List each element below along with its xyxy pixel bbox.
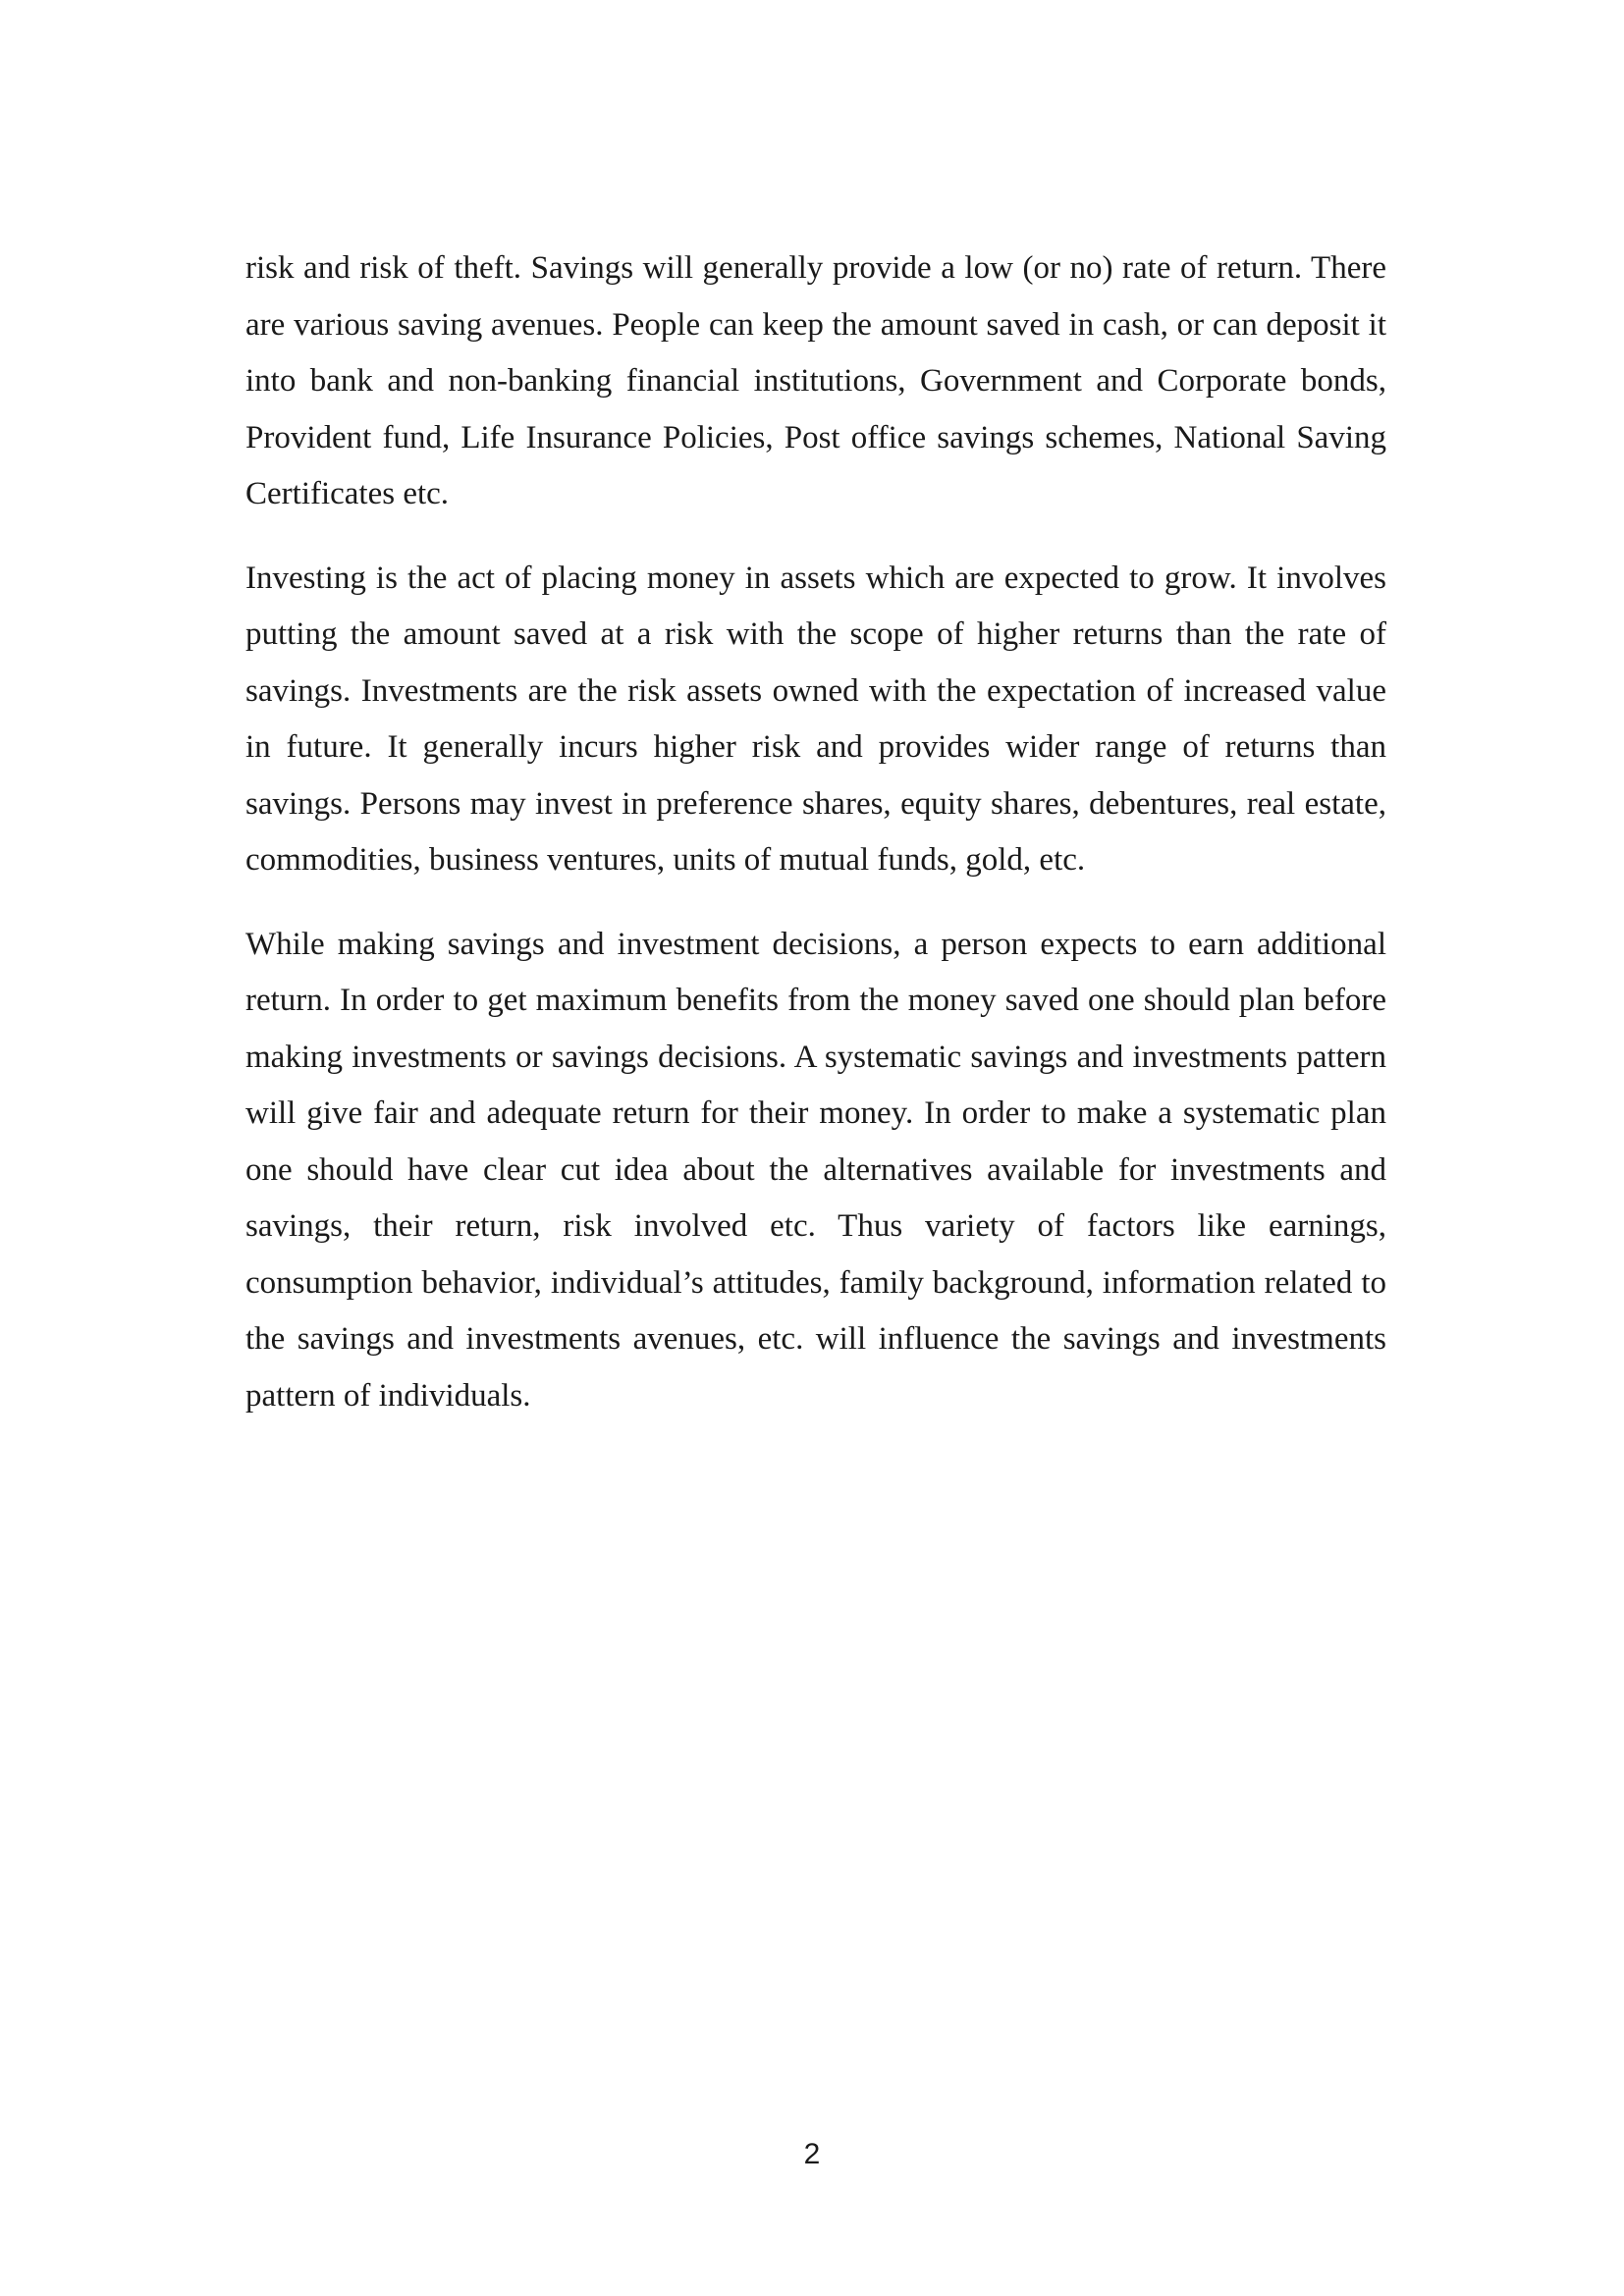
paragraph-investing-definition: Investing is the act of placing money in assets which are expected to grow. It involves putting the amount saved at a risk with the scope of higher returns than the rate of savings. Investments are the risk assets owned with the expectation of increased value in future. It generally incurs higher risk and provides wider range of returns than savings. Persons may invest in preference shares, equity shares, debentures, real estate, commodities, business ventures, units of mutual funds, gold, etc. [245, 560, 1386, 878]
paragraph-savings-avenues: risk and risk of theft. Savings will generally provide a low (or no) rate of return. There are various saving avenues. People can keep the amount saved in cash, or can deposit it into bank and non-banking financial institutions, Government and Corporate bonds, Provident fund, Life Insurance Policies, Post office savings schemes, National Saving Certificates etc. [245, 250, 1386, 511]
body-text [245, 240, 1386, 1452]
paragraph-savings-investment-decisions: While making savings and investment decisions, a person expects to earn additional return. In order to get maximum benefits from the money saved one should plan before making investments or savings decisions. A systematic savings and investments pattern will give fair and adequate return for their money. In order to make a systematic plan one should have clear cut idea about the alternatives available for investments and savings, their return, risk involved etc. Thus variety of factors like earnings, consumption behavior, individual’s attitudes, family background, information related to the savings and investments avenues, etc. will influence the savings and investments pattern of individuals. [245, 926, 1386, 1414]
page-number: 2 [803, 2138, 821, 2170]
